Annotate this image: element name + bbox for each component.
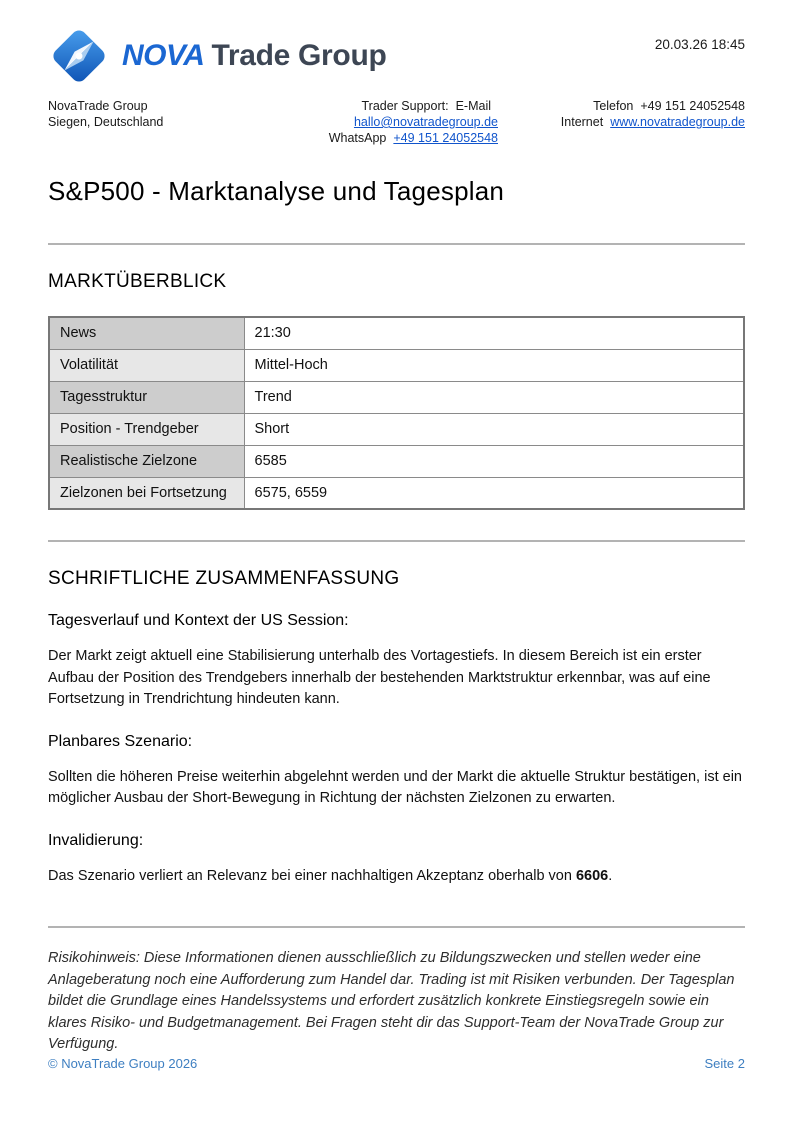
paragraph-session-context: Der Markt zeigt aktuell eine Stabilisierung unterhalb des Vortagestiefs. In diesem Bereich ist ein erster Aufbau der Position des Trendgebers innerhalb der bestehenden Marktstruktur erkennbar, was auf eine Fortsetzung in Trendrichtung hindeuten kann.: [48, 648, 711, 707]
page-footer: [48, 1056, 745, 1071]
phone-web-block: [498, 98, 745, 146]
whatsapp-label: WhatsApp: [328, 131, 387, 145]
table-row: [49, 381, 744, 413]
table-row: [49, 317, 744, 349]
support-whatsapp-line: [233, 130, 498, 146]
trader-support-block: [233, 98, 498, 146]
web-label: Internet: [560, 115, 604, 129]
brand-logo: [48, 25, 387, 87]
email-link[interactable]: hallo@novatradegroup.de: [353, 115, 498, 129]
row-label: Position - Trendgeber: [49, 413, 244, 445]
footer-copyright: © NovaTrade Group 2026: [48, 1056, 198, 1071]
table-row: [49, 349, 744, 381]
row-value: Trend: [244, 381, 744, 413]
market-overview-table: [48, 316, 745, 510]
subheading-session-context: Tagesverlauf und Kontext der US Session:: [48, 612, 349, 629]
divider-top: [48, 243, 745, 245]
support-label: Trader Support:: [361, 99, 449, 113]
email-label: E-Mail: [455, 99, 491, 113]
whatsapp-link[interactable]: +49 151 24052548: [393, 131, 498, 145]
paragraph-invalidation: [48, 866, 745, 888]
header: [48, 0, 745, 89]
overview-heading: MARKTÜBERBLICK: [48, 271, 227, 292]
paragraph-scenario: Sollten die höheren Preise weiterhin abgelehnt werden und der Markt die aktuelle Struktur bestätigen, ist ein möglicher Ausbau der Short-Bewegung in Richtung der nächsten Zielzonen zu erwarten.: [48, 768, 742, 806]
brand-name-primary: NOVA: [122, 39, 205, 72]
table-row: [49, 445, 744, 477]
row-label: Realistische Zielzone: [49, 445, 244, 477]
brand-name-secondary: Trade Group: [211, 39, 387, 72]
company-name: NovaTrade Group: [48, 99, 148, 113]
summary-heading: SCHRIFTLICHE ZUSAMMENFASSUNG: [48, 568, 400, 589]
table-row: [49, 413, 744, 445]
table-row: [49, 477, 744, 509]
phone-label: Telefon: [593, 99, 634, 113]
row-label: Tagesstruktur: [49, 381, 244, 413]
company-city: Siegen, Deutschland: [48, 115, 164, 129]
page-title: S&P500 - Marktanalyse und Tagesplan: [48, 176, 505, 206]
footer-page-number: Seite 2: [704, 1056, 745, 1071]
risk-disclaimer: Risikohinweis: Diese Informationen dienen ausschließlich zu Bildungszwecken und stellen weder eine Anlageberatung noch eine Aufforderung zum Handel dar. Trading ist mit Risiken verbunden. Der Tagesplan bildet die Grundlage eines Handelssystems und erfordert zusätzlich konkrete Einstiegsregeln sowie ein klares Risiko- und Budgetmanagement. Bei Fragen steht dir das Support-Team der NovaTrade Group zur Verfügung.: [48, 950, 735, 1052]
row-value: Mittel-Hoch: [244, 349, 744, 381]
row-value: 21:30: [244, 317, 744, 349]
report-datetime: 20.03.26 18:45: [654, 37, 745, 52]
brand-name: [122, 25, 387, 87]
invalidation-text-end: .: [608, 867, 613, 884]
divider-bottom: [48, 926, 745, 928]
row-value: 6585: [244, 445, 744, 477]
subheading-scenario: Planbares Szenario:: [48, 732, 193, 750]
subheading-invalidation: Invalidierung:: [48, 831, 144, 849]
website-link[interactable]: www.novatradegroup.de: [610, 115, 745, 129]
row-label: Zielzonen bei Fortsetzung: [49, 477, 244, 509]
phone-value: +49 151 24052548: [640, 99, 745, 113]
invalidation-level: 6606: [575, 867, 609, 884]
contact-strip: [48, 98, 745, 146]
company-address: [48, 98, 233, 146]
phone-line: [498, 98, 745, 114]
compass-diamond-icon: [48, 25, 110, 87]
divider-middle: [48, 540, 745, 542]
invalidation-text: Das Szenario verliert an Relevanz bei einer nachhaltigen Akzeptanz oberhalb von: [48, 867, 576, 884]
row-label: Volatilität: [49, 349, 244, 381]
row-label: News: [49, 317, 244, 349]
row-value: Short: [244, 413, 744, 445]
support-email-line: [233, 98, 498, 130]
website-line: [498, 114, 745, 130]
row-value: 6575, 6559: [244, 477, 744, 509]
